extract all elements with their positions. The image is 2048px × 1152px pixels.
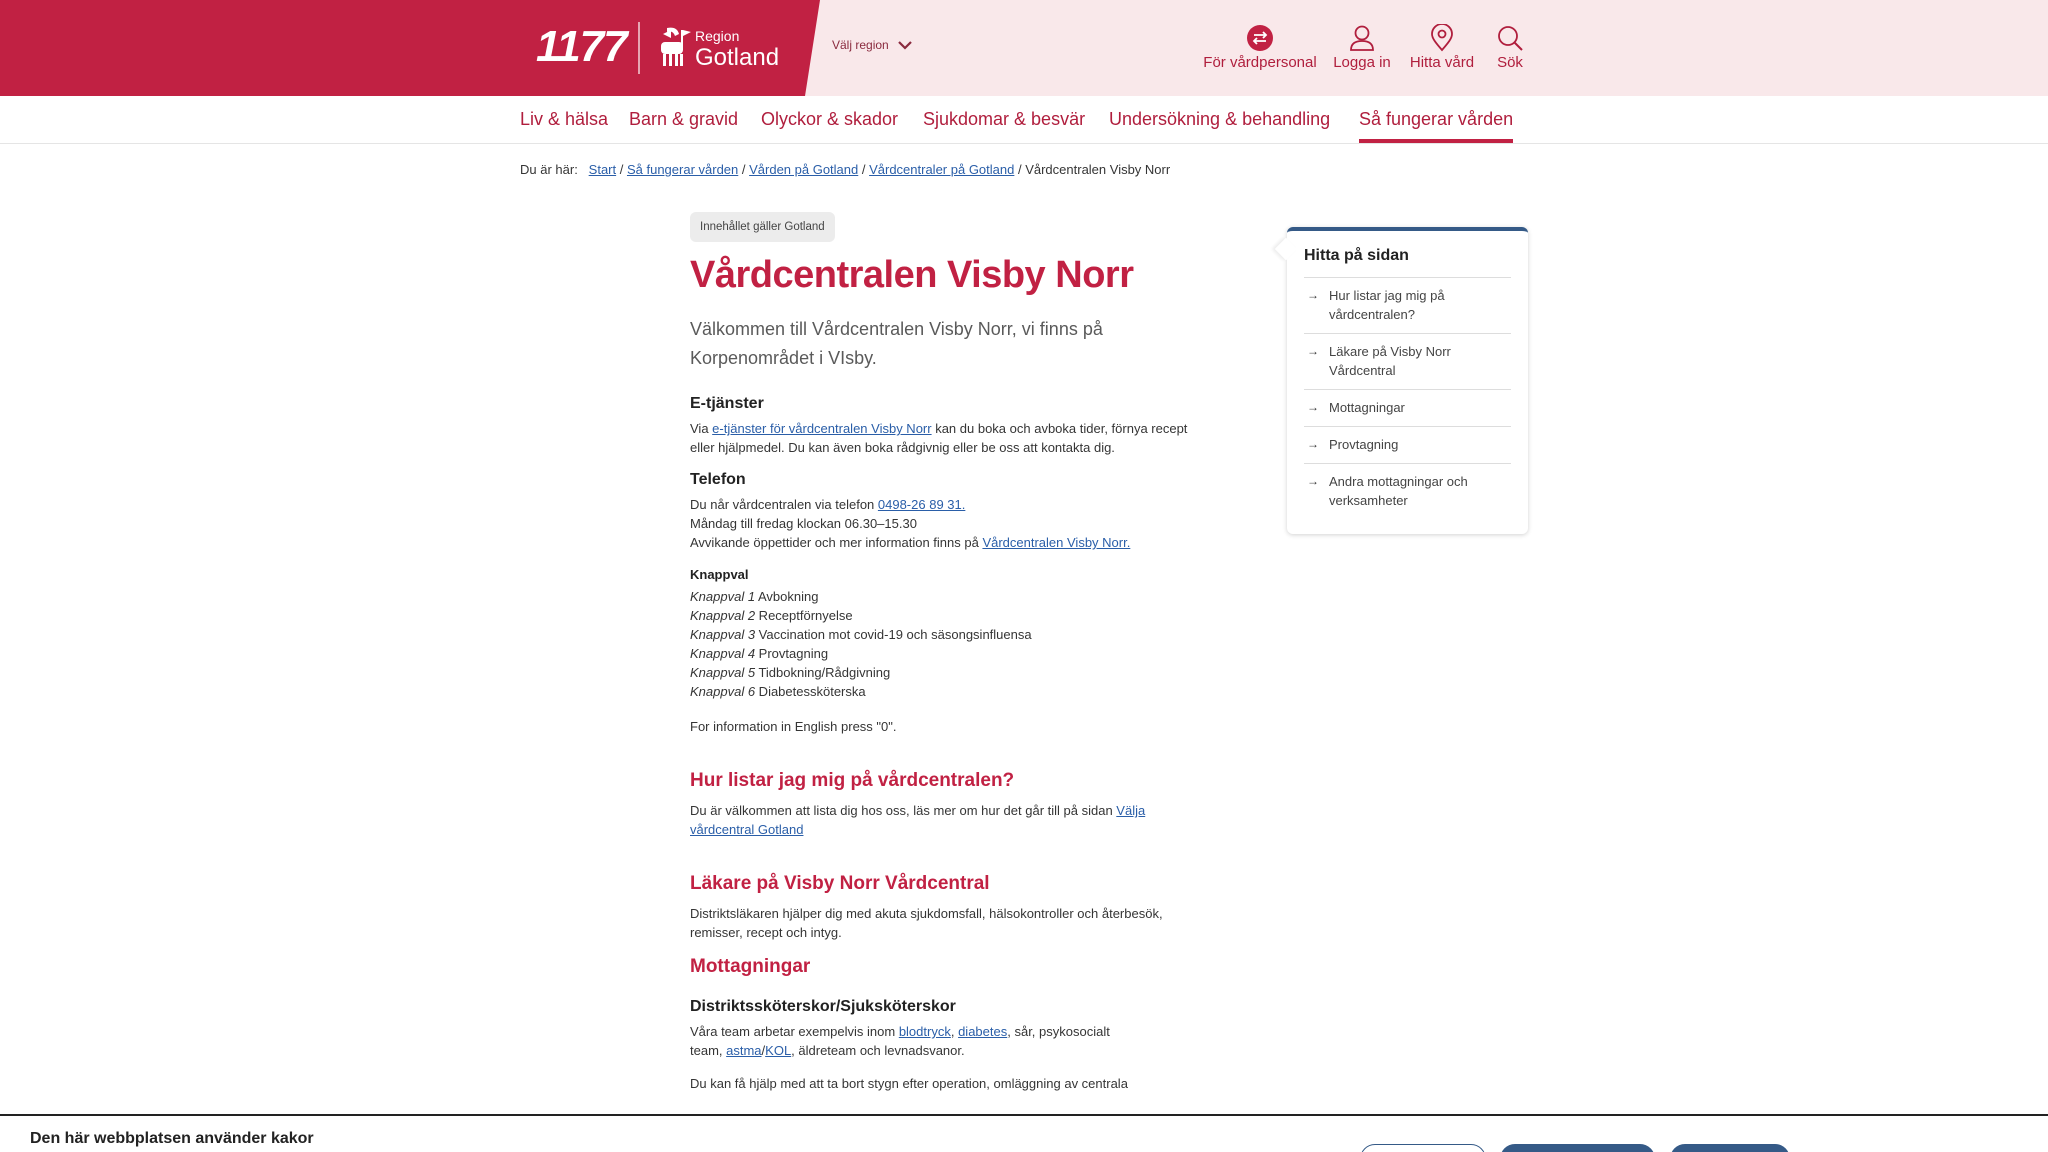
nav-item-liv-halsa[interactable]: Liv & hälsa bbox=[520, 109, 609, 129]
lakare-heading: Läkare på Visby Norr Vårdcentral bbox=[690, 873, 990, 894]
arrow-right-icon: → bbox=[1307, 288, 1319, 302]
region-select-label: Välj region bbox=[832, 38, 889, 52]
breadcrumb: Du är här: Start / Så fungerar vården / Vården på Gotland / Vårdcentraler på Gotland / Vårdcentralen Visby Norr bbox=[520, 162, 1171, 177]
breadcrumb-link-start[interactable]: Start bbox=[588, 162, 617, 177]
vardcentralen-info-link[interactable]: Vårdcentralen Visby Norr. bbox=[982, 535, 1131, 550]
knappval-item: Knappval 4 Provtagning bbox=[690, 646, 829, 661]
mottagningar-continued-text: Du kan få hjälp med att ta bort stygn efter operation, omläggning av centrala bbox=[690, 1076, 1128, 1091]
nav-item-olyckor-skador[interactable]: Olyckor & skador bbox=[761, 109, 899, 129]
english-info: For information in English press "0". bbox=[690, 719, 897, 734]
region-badge: Innehållet gäller Gotland bbox=[690, 212, 835, 242]
chevron-down-icon bbox=[897, 40, 913, 50]
cookie-settings-button[interactable] bbox=[1360, 1144, 1486, 1152]
blodtryck-link[interactable]: blodtryck bbox=[898, 1024, 951, 1039]
login-button[interactable] bbox=[1330, 24, 1394, 71]
knappval-item: Knappval 1 Avbokning bbox=[690, 589, 819, 604]
knappval-item: Knappval 6 Diabetessköterska bbox=[690, 684, 866, 699]
arrow-right-icon: → bbox=[1307, 344, 1319, 358]
region-logo-line2: Gotland bbox=[695, 44, 780, 71]
logo-1177[interactable]: 1177 bbox=[536, 22, 627, 71]
kol-link[interactable]: KOL bbox=[765, 1043, 792, 1058]
distriktsskoterskor-heading: Distriktssköterskor/Sjuksköterskor bbox=[690, 998, 956, 1015]
on-page-navigation bbox=[1287, 227, 1528, 534]
arrow-right-icon: → bbox=[1307, 474, 1319, 488]
knappval-item: Knappval 3 Vaccination mot covid-19 och säsongsinfluensa bbox=[690, 627, 1032, 642]
arrow-right-icon: → bbox=[1307, 400, 1319, 414]
nav-item-undersokning-behandling[interactable]: Undersökning & behandling bbox=[1109, 109, 1331, 129]
valja-vardcentral-link[interactable]: Välja vårdcentral Gotland bbox=[690, 803, 1146, 837]
telefon-heading: Telefon bbox=[690, 471, 746, 488]
swap-arrows-icon bbox=[1246, 24, 1274, 52]
ram-emblem-icon bbox=[657, 26, 691, 70]
toc-item-andra-mottagningar[interactable]: → Andra mottagningar och verksamheter bbox=[1307, 474, 1468, 508]
logo-divider bbox=[638, 22, 640, 74]
cookie-accept-all-button[interactable] bbox=[1670, 1144, 1790, 1152]
lista-heading: Hur listar jag mig på vårdcentralen? bbox=[690, 770, 1015, 791]
breadcrumb-link-vardcentraler-pa-gotland[interactable]: Vårdcentraler på Gotland bbox=[869, 162, 1015, 177]
e-tjanster-heading: E-tjänster bbox=[690, 395, 764, 412]
cookie-banner bbox=[0, 1114, 2048, 1152]
login-label: Logga in bbox=[1333, 54, 1391, 71]
for-healthcare-staff-button[interactable] bbox=[1202, 24, 1318, 71]
region-logo-line1: Region bbox=[695, 28, 740, 44]
search-button[interactable] bbox=[1490, 24, 1530, 71]
arrow-right-icon: → bbox=[1307, 437, 1319, 451]
knappval-list bbox=[690, 587, 1190, 701]
toc-item-provtagning[interactable]: → Provtagning bbox=[1304, 427, 1511, 464]
toc-item-mottagningar[interactable]: → Mottagningar bbox=[1304, 390, 1511, 427]
telefon-text: Du når vårdcentralen via telefon 0498-26 89 31. Måndag till fredag klockan 06.30–15.30 Avvikande öppettider och mer information finns på Vårdcentralen Visby Norr. bbox=[690, 497, 1131, 550]
knappval-item: Knappval 5 Tidbokning/Rådgivning bbox=[690, 665, 891, 680]
toc-item-lista[interactable]: → Hur listar jag mig på vårdcentralen? bbox=[1304, 278, 1511, 334]
user-icon bbox=[1349, 24, 1375, 52]
mottagningar-heading: Mottagningar bbox=[690, 956, 811, 977]
distriktsskoterskor-text: Våra team arbetar exempelvis inom blodtryck, diabetes, sår, psykosocialt team, astma/KOL, äldreteam och levnadsvanor. bbox=[690, 1024, 1110, 1058]
phone-link[interactable]: 0498-26 89 31. bbox=[877, 497, 966, 512]
astma-link[interactable]: astma bbox=[726, 1043, 762, 1058]
map-pin-icon bbox=[1430, 24, 1454, 52]
find-care-button[interactable] bbox=[1406, 24, 1478, 71]
main-navigation bbox=[0, 96, 2048, 144]
breadcrumb-current: Vårdcentralen Visby Norr bbox=[1025, 162, 1171, 177]
toc-item-lakare[interactable]: → Läkare på Visby Norr Vårdcentral bbox=[1304, 334, 1511, 390]
breadcrumb-prefix: Du är här: bbox=[520, 162, 578, 177]
page-lead: Välkommen till Vårdcentralen Visby Norr, vi finns på Korpenområdet i VIsby. bbox=[690, 319, 1103, 368]
section-telefon bbox=[690, 471, 1190, 552]
diabetes-link[interactable]: diabetes bbox=[958, 1024, 1008, 1039]
nav-item-sjukdomar-besvar[interactable]: Sjukdomar & besvär bbox=[923, 109, 1086, 129]
header-actions bbox=[1200, 24, 1530, 76]
find-care-label: Hitta vård bbox=[1409, 54, 1475, 71]
lakare-text: Distriktsläkaren hjälper dig med akuta sjukdomsfall, hälsokontroller och återbesök, remisser, recept och intyg. bbox=[690, 906, 1163, 940]
knappval-item: Knappval 2 Receptförnyelse bbox=[690, 608, 853, 623]
cookie-accept-necessary-button[interactable] bbox=[1500, 1144, 1655, 1152]
section-e-tjanster bbox=[690, 395, 1190, 457]
cookie-title: Den här webbplatsen använder kakor bbox=[30, 1130, 314, 1147]
breadcrumb-link-sa-fungerar-varden[interactable]: Så fungerar vården bbox=[626, 162, 739, 177]
knappval-heading: Knappval bbox=[690, 567, 749, 582]
breadcrumb-link-varden-pa-gotland[interactable]: Vården på Gotland bbox=[749, 162, 859, 177]
lista-text: Du är välkommen att lista dig hos oss, läs mer om hur det går till på sidan Välja vårdcentral Gotland bbox=[690, 803, 1146, 837]
main-content bbox=[690, 212, 1190, 1093]
region-select-button[interactable] bbox=[832, 38, 913, 52]
site-header bbox=[0, 0, 2048, 96]
e-tjanster-text: Via e-tjänster för vårdcentralen Visby Norr kan du boka och avboka tider, förnya recept eller hjälpmedel. Du kan även boka rådgivnig eller be oss att kontakta dig. bbox=[690, 421, 1188, 455]
e-tjanster-link[interactable]: e-tjänster för vårdcentralen Visby Norr bbox=[712, 421, 932, 436]
toc-list bbox=[1304, 277, 1511, 519]
toc-title: Hitta på sidan bbox=[1304, 247, 1409, 264]
search-label: Sök bbox=[1497, 54, 1523, 71]
nav-item-sa-fungerar-varden[interactable]: Så fungerar vården bbox=[1359, 109, 1514, 129]
for-healthcare-staff-label: För vårdpersonal bbox=[1203, 54, 1317, 71]
nav-item-barn-gravid[interactable]: Barn & gravid bbox=[629, 109, 739, 129]
page-title: Vårdcentralen Visby Norr bbox=[690, 254, 1134, 296]
search-icon bbox=[1496, 24, 1524, 52]
region-gotland-logo[interactable] bbox=[657, 24, 780, 74]
